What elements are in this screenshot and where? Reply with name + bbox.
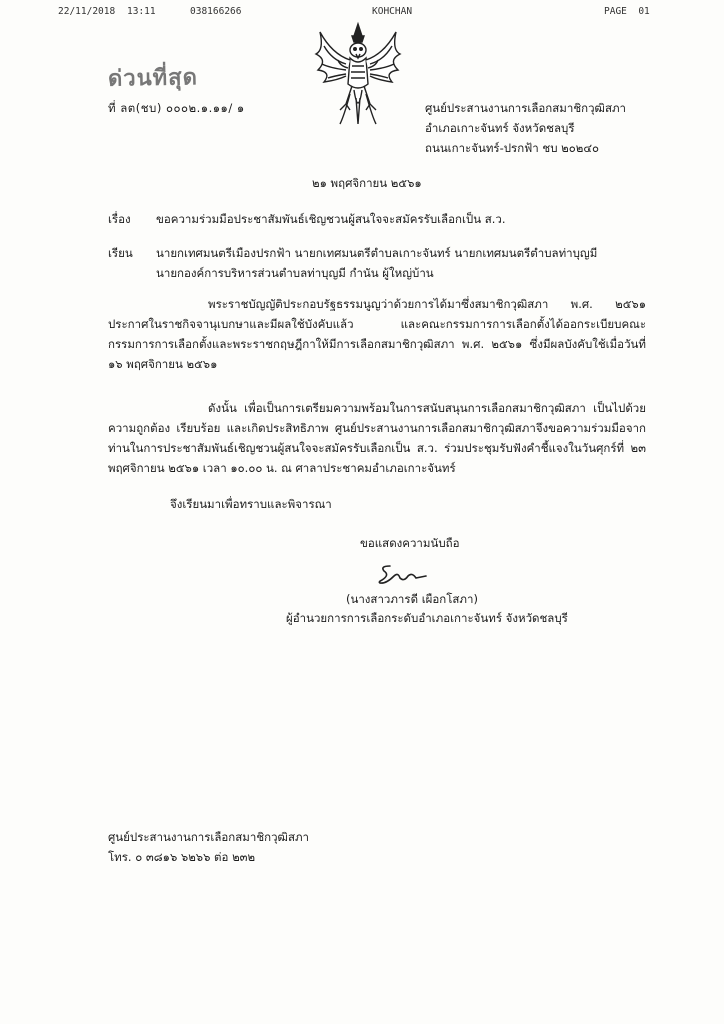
- footer-office: ศูนย์ประสานงานการเลือกสมาชิกวุฒิสภา: [108, 830, 309, 844]
- garuda-emblem-icon: [310, 20, 406, 130]
- signatory-name: (นางสาวภารดี เผือกโสภา): [346, 592, 478, 606]
- sender-address-line2: อำเภอเกาะจันทร์ จังหวัดชลบุรี: [425, 121, 575, 135]
- subject-text: ขอความร่วมมือประชาสัมพันธ์เชิญชวนผู้สนใจจะสมัครรับเลือกเป็น ส.ว.: [156, 212, 506, 226]
- sender-address-line3: ถนนเกาะจันทร์-ปรกฟ้า ชบ ๒๐๒๔๐: [425, 141, 600, 155]
- urgency-stamp: ด่วนที่สุด: [107, 64, 199, 92]
- subject-label: เรื่อง: [108, 212, 131, 226]
- closing-request: จึงเรียนมาเพื่อทราบและพิจารณา: [170, 497, 332, 511]
- handwritten-signature: [376, 560, 428, 586]
- fax-sender: KOHCHAN: [372, 6, 413, 17]
- footer-phone: โทร. ๐ ๓๘๑๖ ๖๒๖๖ ต่อ ๒๓๒: [108, 850, 256, 864]
- body-paragraph-2: [108, 398, 646, 478]
- body-paragraph-1-text: พระราชบัญญัติประกอบรัฐธรรมนูญว่าด้วยการได้มาซึ่งสมาชิกวุฒิสภา พ.ศ. ๒๕๖๑ ประกาศในราชกิจจานุเบกษาและมีผลใช้บังคับแล้ว และคณะกรรมการการเลือกตั้งได้ออกระเบียบคณะกรรมการการเลือกตั้งและพระราชกฤษฎีกาให้มีการเลือกสมาชิกวุฒิสภา พ.ศ. ๒๕๖๑ ซึ่งมีผลบังคับใช้เมื่อวันที่ ๑๖ พฤศจิกายน ๒๕๖๑: [108, 297, 646, 371]
- subject-line: [108, 212, 506, 227]
- fax-time: 13:11: [127, 6, 156, 17]
- recipient-line: [108, 246, 597, 261]
- salutation: ขอแสดงความนับถือ: [360, 536, 460, 550]
- fax-page: PAGE 01: [604, 6, 650, 17]
- body-paragraph-2-text: ดังนั้น เพื่อเป็นการเตรียมความพร้อมในการสนับสนุนการเลือกสมาชิกวุฒิสภา เป็นไปด้วยความถูกต้อง เรียบร้อย และเกิดประสิทธิภาพ ศูนย์ประสานงานการเลือกสมาชิกวุฒิสภาจึงขอความร่วมมือจากท่านในการประชาสัมพันธ์เชิญชวนผู้สนใจจะสมัครรับเลือกเป็น ส.ว. ร่วมประชุมรับฟังคำชี้แจงในวันศุกร์ที่ ๒๓ พฤศจิกายน ๒๕๖๑ เวลา ๑๐.๐๐ น. ณ ศาลาประชาคมอำเภอเกาะจันทร์: [108, 401, 646, 475]
- signatory-position: ผู้อำนวยการการเลือกระดับอำเภอเกาะจันทร์ จังหวัดชลบุรี: [286, 611, 568, 625]
- fax-number: 038166266: [190, 6, 242, 17]
- fax-date: 22/11/2018: [58, 6, 116, 17]
- letter-date: ๒๑ พฤศจิกายน ๒๕๖๑: [312, 176, 422, 190]
- body-paragraph-1: [108, 294, 646, 374]
- recipient-line2: นายกองค์การบริหารส่วนตำบลท่าบุญมี กำนัน ผู้ใหญ่บ้าน: [156, 266, 434, 280]
- recipient-label: เรียน: [108, 246, 133, 260]
- recipient-line1: นายกเทศมนตรีเมืองปรกฟ้า นายกเทศมนตรีตำบลเกาะจันทร์ นายกเทศมนตรีตำบลท่าบุญมี: [156, 246, 598, 260]
- reference-number: ที่ ลต(ชบ) ๐๐๐๒.๑.๑๑/ ๑: [108, 101, 245, 115]
- sender-address-line1: ศูนย์ประสานงานการเลือกสมาชิกวุฒิสภา: [425, 101, 626, 115]
